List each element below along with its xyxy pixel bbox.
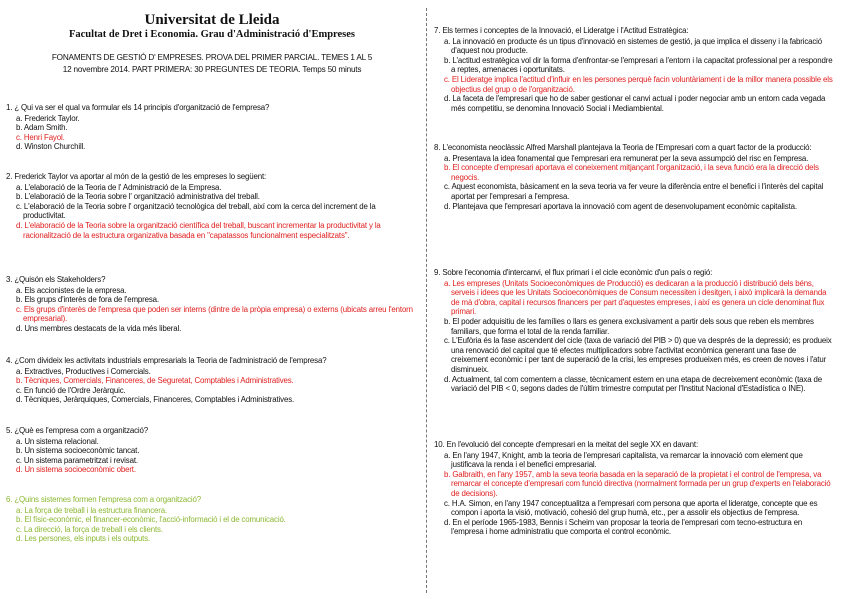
option-c: c. La direcció, la força de treball i els clients. bbox=[16, 524, 163, 534]
option-a: a. Frederick Taylor. bbox=[16, 113, 80, 123]
question-text: 8. L'economista neoclàssic Alfred Marshall plantejava la Teoria de l'Empresari com a quart factor de la producció: bbox=[434, 143, 812, 152]
question-9 bbox=[434, 268, 834, 394]
question-5 bbox=[6, 426, 416, 475]
option-b: b. L'actitud estratègica vol dir la forma d'enfrontar-se l'empresari a l'entorn i la capacitat professional per a respondre a reptes, amenaces i oportunitats. bbox=[444, 55, 833, 75]
option-c: c. H.A. Simon, en l'any 1947 conceptualitza a l'empresari com persona que aporta el lideratge, concepte que es compon i aporta la visió, motivació, cohesió del grup humà, etc., per a assolir els objectius de l'empresa. bbox=[444, 498, 818, 518]
option-a: a. Els accionistes de la empresa. bbox=[16, 285, 127, 295]
option-d: d. Les persones, els inputs i els outputs. bbox=[16, 534, 151, 544]
option-c: c. Aquest economista, bàsicament en la seva teoria va fer veure la diferència entre el benefici i l'interès del capital aportat per l'empresari a l'empresa. bbox=[444, 182, 824, 201]
question-4 bbox=[6, 356, 416, 405]
option-a-correct: a. Les empreses (Unitats Socioeconòmiques de Producció) es dedicaran a la producció i distribució dels béns, serveis i idees que les Unitats Socioeconòmiques de Consum necessiten i desitgen, i això implicarà la demanda de mà d'obra, capital i recursos financers per part d'aquestes empreses, i així es genera un cicle denominat flux primari. bbox=[444, 278, 827, 317]
option-a: a. Presentava la idea fonamental que l'empresari era remunerat per la seva assumpció del risc en l'empresa. bbox=[444, 153, 809, 163]
question-text: 10. En l'evolució del concepte d'empresari en la meitat del segle XX en davant: bbox=[434, 440, 698, 449]
question-text: 5. ¿Què es l'empresa com a organització? bbox=[6, 426, 148, 435]
question-1 bbox=[6, 103, 416, 152]
question-6 bbox=[6, 495, 416, 544]
question-text: 6. ¿Quins sistemes formen l'empresa com a organització? bbox=[6, 495, 201, 504]
option-c: c. En funció de l'Ordre Jeràrquic. bbox=[16, 385, 126, 395]
university-title: Universitat de Lleida bbox=[144, 12, 280, 28]
option-d: d. Tècniques, Jeràrquiques, Comercials, Financeres, Comptables i Administratives. bbox=[16, 395, 295, 405]
option-d-correct: d. Un sistema socioeconòmic obert. bbox=[16, 465, 136, 475]
question-7 bbox=[434, 26, 834, 113]
option-c: c. Un sistema parametritzat i revisat. bbox=[16, 455, 138, 465]
option-d-correct: d. L'elaboració de la Teoria sobre la organització científica del treball, buscant incrementar la productivitat y la racionalització de la estructura organizativa basada en "capatassos funcionalment especialitzats". bbox=[16, 220, 381, 240]
option-a: a. En l'any 1947, Knight, amb la teoria de l'empresari capitalista, va remarcar la innovació com element que justificava la renda i el benefici empresarial. bbox=[444, 450, 803, 470]
option-b: b. El poder adquisitiu de les famílies o llars es genera exclusivament a partir dels sous que reben els membres familiars, que forma el total de la renda familiar. bbox=[444, 316, 814, 336]
option-a: a. Extractives, Productives i Comercials. bbox=[16, 366, 151, 376]
option-b-correct: b. Galbraith, en l'any 1957, amb la seva teoria basada en la separació de la propietat i el control de l'empresa, va remarcar el concepte d'empresari com funció directiva (normalment formada per un grup d'experts en l'elaboració de decisions). bbox=[444, 469, 831, 498]
option-c: c. L'elaboració de la Teoria sobre l' organització tecnològica del treball, així com la cerca del increment de la productivitat. bbox=[16, 201, 376, 221]
question-10 bbox=[434, 440, 834, 537]
exam-info bbox=[0, 52, 424, 76]
option-d: d. Plantejava que l'empresari aportava la innovació com agent de desenvolupament econòmic capitalista. bbox=[444, 201, 797, 211]
option-a: a. L'elaboració de la Teoria de l' Administració de la Empresa. bbox=[16, 182, 222, 192]
option-b: b. Adam Smith. bbox=[16, 123, 68, 133]
option-d: d. En el període 1965-1983, Bennis i Scheim van proposar la teoria de l'empresari com tecno-estructura en l'empresa i home administratiu que comporta el control econòmic. bbox=[444, 517, 803, 537]
option-c-correct: c. El Lideratge implica l'actitud d'influir en les persones perquè facin voluntàriament i de la millor manera possible els objectius del grup o de l'organització. bbox=[444, 74, 833, 94]
question-text: 2. Frederick Taylor va aportar al món de la gestió de les empreses lo següent: bbox=[6, 172, 267, 181]
option-b-correct: b. Tècniques, Comercials, Financeres, de Seguretat, Comptables i Administratives. bbox=[16, 376, 294, 386]
exam-line-2: 12 novembre 2014. PART PRIMERA: 30 PREGUNTES DE TEORIA. Temps 50 minuts bbox=[62, 65, 362, 74]
option-a: a. La innovació en producte és un tipus d'innovació en sistemes de gestió, ja que implica el disseny i la fabricació d'aquest nou producte. bbox=[444, 36, 822, 56]
question-text: 1. ¿ Qui va ser el qual va formular els 14 principis d'organització de l'empresa? bbox=[6, 103, 270, 112]
option-a: a. Un sistema relacional. bbox=[16, 436, 99, 446]
question-text: 4. ¿Com divideix les activitats industrials empresarials la Teoria de l'administració de l'empresa? bbox=[6, 356, 327, 365]
option-a: a. La força de treball i la estructura financera. bbox=[16, 505, 167, 515]
question-3 bbox=[6, 275, 416, 334]
question-text: 7. Els termes i conceptes de la Innovació, el Lideratge i l'Actitud Estratègica: bbox=[434, 26, 689, 35]
option-d: d. Uns membres destacats de la vida més liberal. bbox=[16, 323, 182, 333]
option-d: d. Winston Churchill. bbox=[16, 142, 86, 152]
option-b: b. Els grups d'interès de fora de l'empresa. bbox=[16, 295, 159, 305]
question-text: 3. ¿Quisón els Stakeholders? bbox=[6, 275, 106, 284]
option-b: b. L'elaboració de la Teoria sobre l' organització administrativa del treball. bbox=[16, 192, 260, 202]
column-divider bbox=[426, 8, 427, 593]
option-c-correct: c. Henri Fayol. bbox=[16, 132, 65, 142]
option-c-correct: c. Els grups d'interès de l'empresa que poden ser interns (dintre de la pròpia empresa) o externs (ubicats arreu l'entorn empresarial). bbox=[16, 304, 413, 324]
question-8 bbox=[434, 143, 834, 211]
option-d: d. Actualment, tal com comentem a classe, tècnicament estem en una etapa de decreixement econòmic (taxa de variació del PIB < 0, segons dades de l'últim trimestre computat per l'Institut Nacional d'Estadística o INE). bbox=[444, 374, 822, 394]
option-b-correct: b. El concepte d'empresari aportava el coneixement mitjançant l'organització, i la seva funció era la direcció dels negocis. bbox=[444, 163, 819, 182]
question-text: 9. Sobre l'economia d'intercanvi, el flux primari i el cicle econòmic d'un país o regió: bbox=[434, 268, 713, 277]
option-b: b. El físic-econòmic, el financer-econòmic, l'acció-informació i el de comunicació. bbox=[16, 515, 286, 525]
option-d: d. La faceta de l'empresari que ho de saber gestionar el canvi actual i poder negociar amb un entorn cada vegada més competitiu, se denomina Innovació Social i Mediambiental. bbox=[444, 94, 826, 113]
question-2 bbox=[6, 172, 416, 240]
exam-line-1: FONAMENTS DE GESTIÓ D' EMPRESES. PROVA DEL PRIMER PARCIAL. TEMES 1 AL 5 bbox=[51, 53, 373, 62]
option-b: b. Un sistema socioeconòmic tancat. bbox=[16, 446, 140, 456]
option-c: c. L'Eufòria és la fase ascendent del cicle (taxa de variació del PIB > 0) que va després de la depressió; es produeix una renovació del capital que té efectes multiplicadors sobre l'activitat econòmica generant una fase de creixement econòmic i per tant de superació de la crisi, les empreses produeixen més, es creen de noves i l'atur disminueix. bbox=[444, 336, 832, 374]
faculty-subtitle: Facultat de Dret i Economia. Grau d'Administració d'Empreses bbox=[68, 29, 356, 40]
